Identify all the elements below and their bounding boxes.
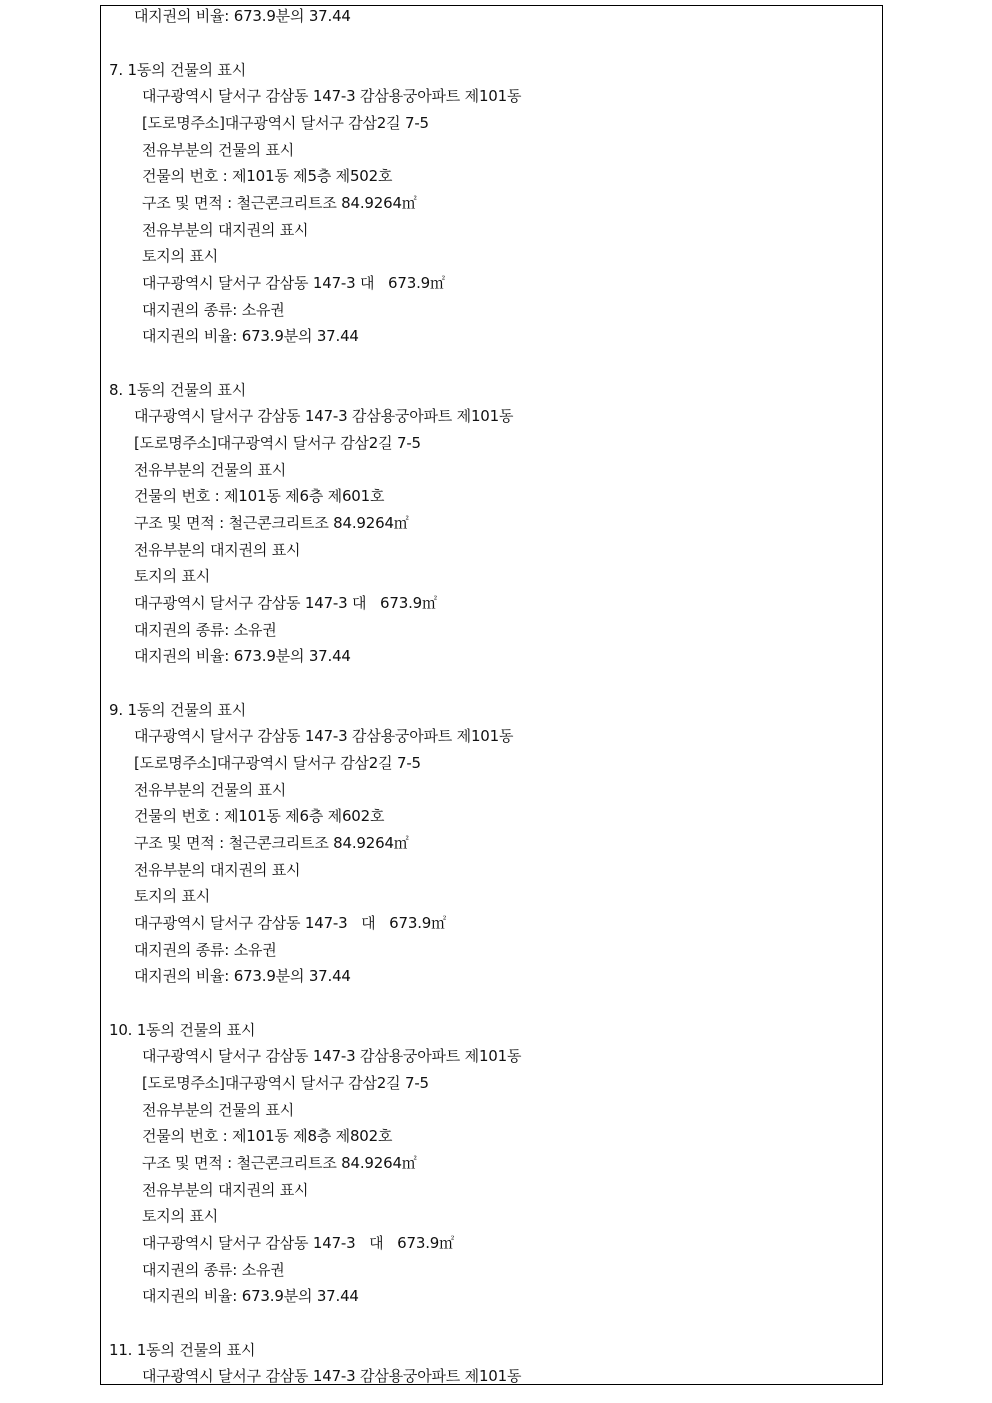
entry-heading: 10. 1동의 건물의 표시 <box>109 1021 256 1039</box>
entry-line: [도로명주소]대구광역시 달서구 감삼2길 7-5 <box>142 114 429 132</box>
entry-line: 전유부분의 대지권의 표시 <box>142 221 309 239</box>
entry-line: 대지권의 종류: 소유권 <box>142 301 285 319</box>
entry-line: 대지권의 종류: 소유권 <box>142 1261 285 1279</box>
entry-line: 토지의 표시 <box>142 1207 219 1225</box>
entry-line: 대지권의 종류: 소유권 <box>134 621 277 639</box>
entry-line: 건물의 번호 : 제101동 제6층 제601호 <box>134 487 385 505</box>
entry-line: 대지권의 비율: 673.9분의 37.44 <box>142 327 359 345</box>
entry-line: 대구광역시 달서구 감삼동 147-3 감삼용궁아파트 제101동 <box>134 727 514 745</box>
entry-line: 대구광역시 달서구 감삼동 147-3 대 673.9㎡ <box>142 1234 454 1252</box>
entry-heading: 11. 1동의 건물의 표시 <box>109 1341 256 1359</box>
entry-line: 토지의 표시 <box>134 567 211 585</box>
document-frame <box>100 5 883 1385</box>
entry-line: 대구광역시 달서구 감삼동 147-3 감삼용궁아파트 제101동 <box>134 407 514 425</box>
entry-line: 건물의 번호 : 제101동 제8층 제802호 <box>142 1127 393 1145</box>
entry-heading: 7. 1동의 건물의 표시 <box>109 61 246 79</box>
entry-line: 대구광역시 달서구 감삼동 147-3 감삼용궁아파트 제101동 <box>142 1367 522 1385</box>
entry-heading: 9. 1동의 건물의 표시 <box>109 701 246 719</box>
entry-line: 건물의 번호 : 제101동 제5층 제502호 <box>142 167 393 185</box>
entry-line: 토지의 표시 <box>142 247 219 265</box>
entry-line: 대지권의 비율: 673.9분의 37.44 <box>142 1287 359 1305</box>
continuation-ratio-line: 대지권의 비율: 673.9분의 37.44 <box>134 7 351 25</box>
entry-line: 전유부분의 건물의 표시 <box>142 141 295 159</box>
entry-line: 대지권의 비율: 673.9분의 37.44 <box>134 647 351 665</box>
entry-line: 대지권의 비율: 673.9분의 37.44 <box>134 967 351 985</box>
entry-line: 대구광역시 달서구 감삼동 147-3 감삼용궁아파트 제101동 <box>142 87 522 105</box>
entry-line: [도로명주소]대구광역시 달서구 감삼2길 7-5 <box>134 754 421 772</box>
entry-line: 대구광역시 달서구 감삼동 147-3 대 673.9㎡ <box>134 594 437 612</box>
entry-line: 구조 및 면적 : 철근콘크리트조 84.9264㎡ <box>134 834 409 852</box>
entry-line: 대구광역시 달서구 감삼동 147-3 대 673.9㎡ <box>142 274 445 292</box>
entry-heading: 8. 1동의 건물의 표시 <box>109 381 246 399</box>
entry-line: 구조 및 면적 : 철근콘크리트조 84.9264㎡ <box>142 1154 417 1172</box>
entry-line: 전유부분의 대지권의 표시 <box>134 861 301 879</box>
entry-line: 전유부분의 대지권의 표시 <box>142 1181 309 1199</box>
entry-line: 건물의 번호 : 제101동 제6층 제602호 <box>134 807 385 825</box>
entry-line: 전유부분의 건물의 표시 <box>134 781 287 799</box>
entry-line: 전유부분의 건물의 표시 <box>142 1101 295 1119</box>
entry-line: 구조 및 면적 : 철근콘크리트조 84.9264㎡ <box>142 194 417 212</box>
entry-line: 대구광역시 달서구 감삼동 147-3 대 673.9㎡ <box>134 914 446 932</box>
entry-line: [도로명주소]대구광역시 달서구 감삼2길 7-5 <box>134 434 421 452</box>
entry-line: 구조 및 면적 : 철근콘크리트조 84.9264㎡ <box>134 514 409 532</box>
entry-line: 전유부분의 건물의 표시 <box>134 461 287 479</box>
entry-line: 전유부분의 대지권의 표시 <box>134 541 301 559</box>
entry-line: 토지의 표시 <box>134 887 211 905</box>
entry-line: 대지권의 종류: 소유권 <box>134 941 277 959</box>
entry-line: [도로명주소]대구광역시 달서구 감삼2길 7-5 <box>142 1074 429 1092</box>
entry-line: 대구광역시 달서구 감삼동 147-3 감삼용궁아파트 제101동 <box>142 1047 522 1065</box>
